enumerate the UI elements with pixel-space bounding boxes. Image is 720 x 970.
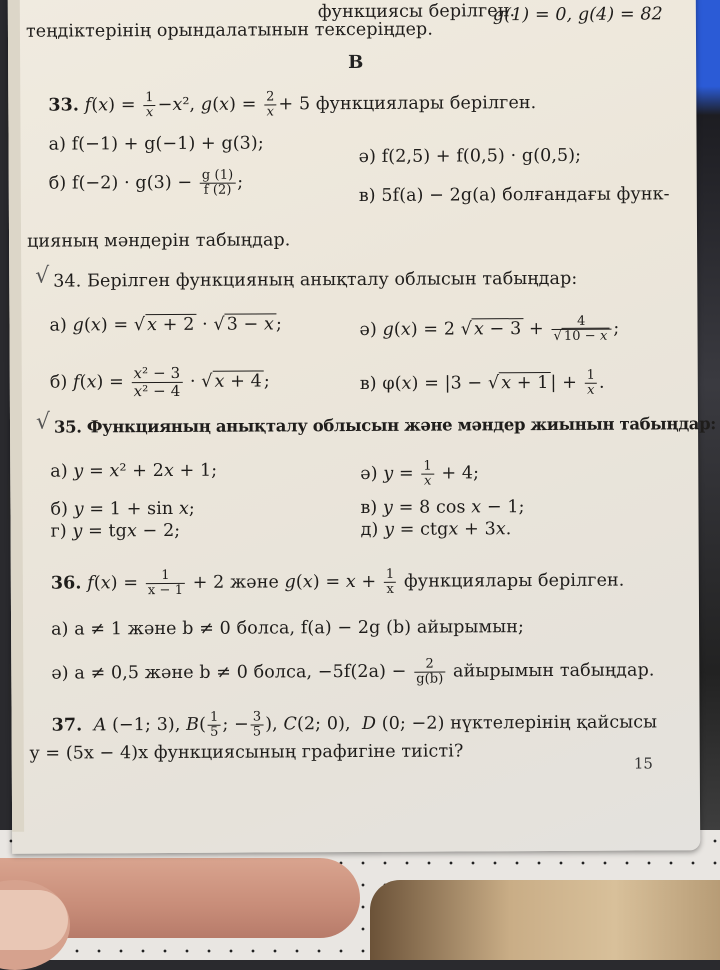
fraction-denominator: x — [386, 581, 394, 597]
checkmark-34: √ — [35, 263, 50, 289]
continuation-line-1b: g(1) = 0, g(4) = 82 — [492, 4, 663, 26]
continuation-line-1a: функциясы берілген. — [317, 1, 516, 23]
problem-34-item-ae: ә) g(x) = 2 √ x − 3 + $\frac{4}{√ 10 - x}$ ; — [359, 313, 620, 344]
fraction-denominator: x − 1 — [147, 582, 184, 599]
fraction-numerator: 1 — [384, 568, 396, 583]
fraction-numerator: g (1) — [200, 169, 235, 184]
problem-37-continuation: y = (5x − 4)x функциясының графигіне тиісті? — [29, 741, 464, 764]
problem-37-statement: 37. A (−1; 3), B( $\frac{1}{5}$ ; − $\frac{3}{5}$ ), C(2; 0), D (0; −2) нүктелерінің қайсысы — [51, 709, 658, 740]
page-edge — [8, 0, 24, 832]
checkmark-35: √ — [35, 409, 51, 435]
problem-36-item-ae-expr: ә) a ≠ 0,5 және b ≠ 0 болса, −5f(2a) − — [51, 661, 407, 684]
problem-35-item-b: б) y = 1 + sin x; — [50, 498, 195, 520]
thumb-nail — [0, 890, 68, 950]
problem-33-number: 33. — [48, 95, 80, 116]
problem-36-tail: функциялары берілген. — [403, 570, 625, 592]
page-number: 15 — [633, 754, 653, 773]
problem-36-item-ae — [51, 656, 654, 688]
problem-34-item-v: в) φ(x) = |3 − √ x + 1 | + $\frac{1}{x}$ . — [359, 367, 605, 398]
problem-33-item-ae: ә) f(2,5) + f(0,5) · g(0,5); — [358, 145, 582, 167]
problem-33-item-b-expr: б) f(−2) · g(3) − — [48, 172, 193, 194]
problem-36-item-ae-tail: айырымын табыңдар. — [452, 660, 655, 682]
problem-33-item-a: а) f(−1) + g(−1) + g(3); — [48, 133, 264, 155]
problem-36-statement: 36. f(x) = $\frac{1}{x - 1}$ + 2 және g(x) = x + $\frac{1}{x}$ функциялары берілген. — [50, 566, 625, 599]
problem-35-item-v: в) y = 8 cos x − 1; — [360, 497, 525, 518]
problem-33-tail: функциялары берілген. — [315, 93, 537, 115]
problem-33-closing: цияның мәндерін табыңдар. — [27, 230, 291, 252]
fraction-denominator: f (2) — [203, 182, 232, 198]
problem-36-item-a: а) a ≠ 1 және b ≠ 0 болса, f(a) − 2g (b) айырымын; — [51, 617, 525, 640]
problem-34-heading: 34. Берілген функцияның анықталу облысын табыңдар: — [53, 268, 578, 292]
problem-35-item-d: д) y = ctgx + 3x. — [360, 519, 512, 540]
problem-34-item-a: а) g(x) = √ x + 2 · √ 3 − x ; — [49, 314, 283, 336]
fraction-numerator: 2 — [414, 658, 445, 673]
fraction-denominator: g(b) — [416, 671, 444, 687]
continuation-line-2: теңдіктерінің орындалатынын тексеріңдер. — [25, 19, 434, 42]
problem-33-statement: 33. f(x) = $\frac{1}{x}$ −x², g(x) = $\frac{2}{x}$ + 5 функциялары берілген. — [48, 89, 537, 121]
fraction-numerator: 1 — [146, 569, 185, 584]
problem-33-item-b: б) f(−2) · g(3) − $\frac{g (1)}{f (2)}$ ; — [48, 167, 244, 198]
problem-35-item-ae: ә) y = $\frac{1}{x}$ + 4; — [360, 458, 480, 489]
problem-33-item-v: в) 5f(a) − 2g(a) болғандағы функ- — [358, 184, 670, 206]
textbook-page — [8, 0, 716, 854]
problem-34-item-b: б) f(x) = $\frac{\text{x² − 3}}{\text{x² − 4}}$ · √ x + 4 ; — [49, 363, 270, 401]
background-cloth — [370, 880, 720, 960]
problem-35-item-a: а) y = x² + 2x + 1; — [50, 460, 218, 482]
problem-35-item-g: г) y = tgx − 2; — [50, 520, 181, 542]
section-letter: B — [348, 51, 364, 74]
problem-35-heading: 35. Функцияның анықталу облысын және мәндер жиынын табыңдар: — [53, 414, 716, 437]
